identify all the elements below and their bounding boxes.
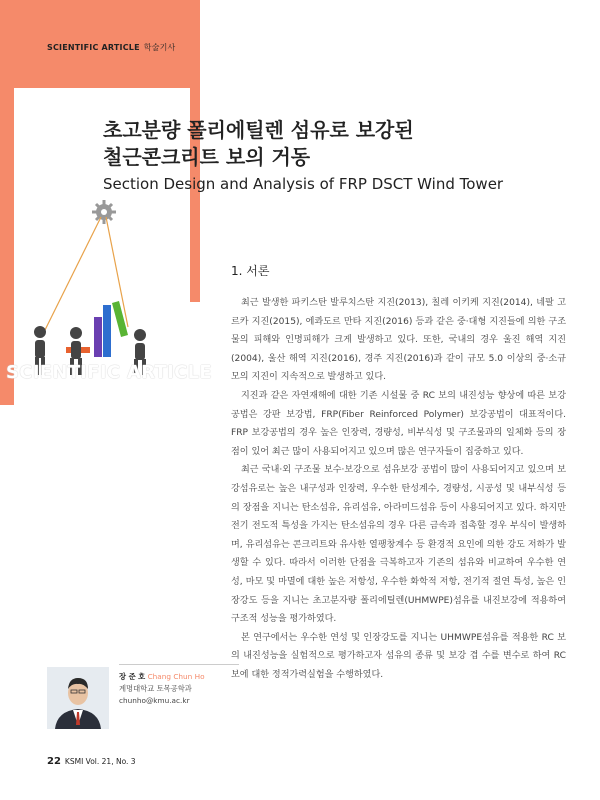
bar-blue — [103, 305, 111, 357]
title-korean-line1: 초고분량 폴리에틸렌 섬유로 보강된 — [103, 118, 414, 142]
bar-purple — [94, 317, 102, 357]
page-footer — [47, 756, 136, 767]
paragraph: 본 연구에서는 우수한 연성 및 인장강도를 지니는 UHMWPE섬유를 적용한 RC 보의 내진성능을 실험적으로 평가하고자 섬유의 종류 및 보강 겹 수를 변수로 하여 RC 보에 대한 정적가력실험을 수행하였다. — [231, 632, 566, 680]
scientific-article-watermark: SCIENTIFIC ARTICLE — [6, 362, 213, 383]
title-korean-line2: 철근콘크리트 보의 거동 — [103, 145, 311, 169]
gear-icon — [92, 200, 116, 224]
section-label-en: SCIENTIFIC ARTICLE — [47, 43, 140, 52]
author-name-ko: 장 준 호 — [119, 672, 146, 681]
author-name-en: Chang Chun Ho — [147, 672, 205, 681]
body-text — [231, 294, 566, 684]
section-label — [47, 42, 175, 53]
bar-green — [112, 301, 128, 337]
page-number: 22 — [47, 756, 61, 767]
title-korean — [103, 117, 414, 171]
author-photo — [47, 667, 109, 729]
section-heading: 1. 서론 — [231, 264, 270, 278]
author-affiliation: 계명대학교 토목공학과 — [119, 684, 192, 693]
paragraph: 최근 발생한 파키스탄 발루치스탄 지진(2013), 칠레 이키케 지진(2014), 네팔 고르카 지진(2015), 에콰도르 만타 지진(2016) 등과 같은 중·대형 지진들에 의한 구조물의 피해와 인명피해가 크게 발생하고 있다. 또한, 국내의 경우 울진 해역 지진(2004), 울산 해역 지진(2016), 경주 지진(2016)과 같이 규모 5.0 이상의 중·소규모의 지진이 지속적으로 발생하고 있다. — [231, 298, 566, 383]
title-english: Section Design and Analysis of FRP DSCT Wind Tower — [103, 175, 504, 193]
author-email: chunho@kmu.ac.kr — [119, 696, 190, 705]
paragraph: 지진과 같은 자연재해에 대한 기존 시설물 중 RC 보의 내진성능 향상에 따른 보강공법은 강판 보강법, FRP(Fiber Reinforced Polymer) 보강공법이 대표적이다. FRP 보강공법의 경우 높은 인장력, 경량성, 비부식성 및 구조물과의 일체화 등의 장점이 있어 최근 많이 사용되어지고 있으며 많은 연구자들이 집중하고 있다. — [231, 390, 566, 457]
paragraph: 최근 국내·외 구조물 보수·보강으로 섬유보강 공법이 많이 사용되어지고 있으며 보강섬유로는 높은 내구성과 인장력, 우수한 탄성계수, 경량성, 시공성 및 내부식성 등의 장점을 지니는 탄소섬유, 유리섬유, 아라미드섬유 등이 사용되어지고 있다. 하지만 전기 전도적 특성을 가지는 탄소섬유의 경우 다른 금속과 접촉할 경우 부식이 발생하며, 유리섬유는 콘크리트와 유사한 열팽창계수 등 환경적 요인에 의한 강도 저하가 발생할 수 있다. 따라서 이러한 단점을 극복하고자 기존의 섬유와 비교하여 우수한 연성, 마모 및 마멸에 대한 높은 저항성, 우수한 화학적 저항, 전기적 절연 특성, 높은 인장강도 등을 지니는 초고분자량 폴리에틸렌(UHMWPE)섬유를 내진보강에 적용하여 구조적 성능을 평가하였다. — [231, 465, 566, 625]
section-label-ko: 학술기사 — [143, 43, 176, 52]
author-info — [119, 671, 205, 707]
author-divider — [119, 664, 239, 665]
journal-info: KSMI Vol. 21, No. 3 — [64, 757, 136, 766]
rope-left — [45, 217, 101, 330]
